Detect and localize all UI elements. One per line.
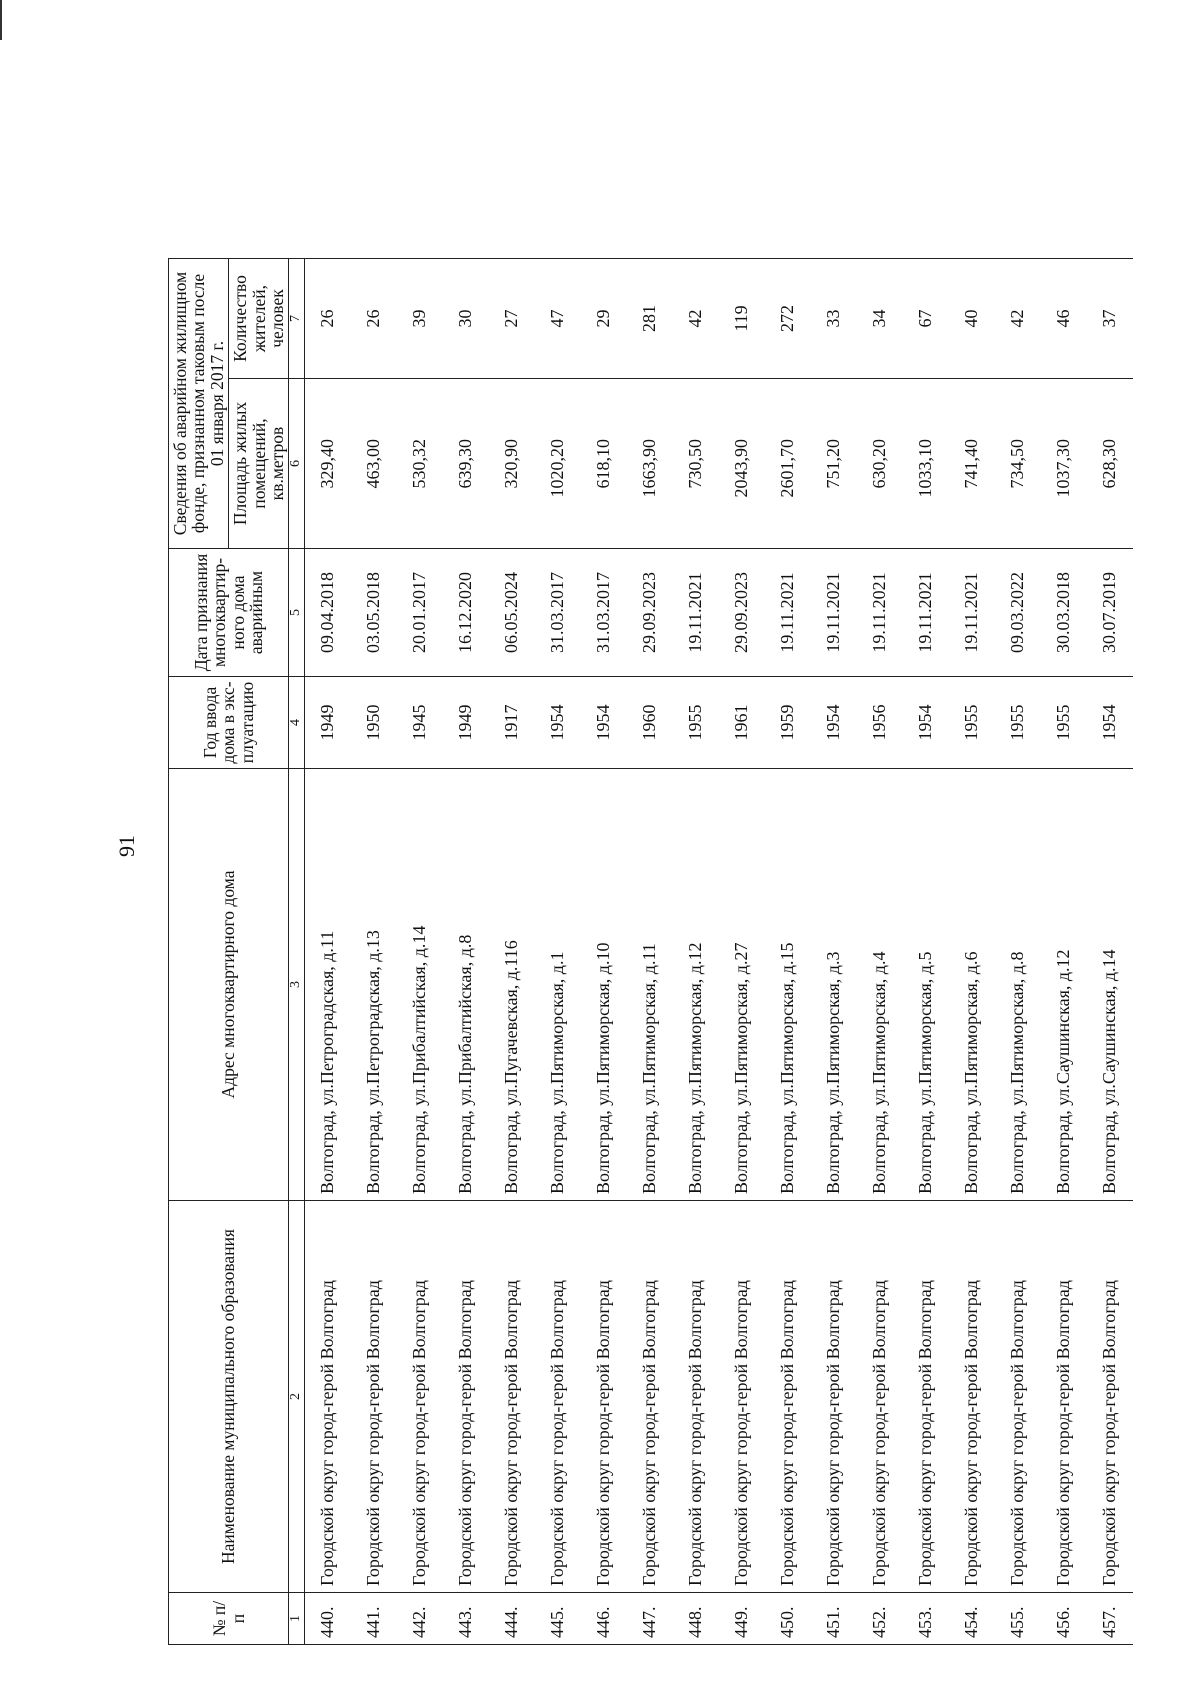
year-cell: 1954 (535, 677, 581, 769)
residents-cell: 272 (765, 259, 811, 379)
year-cell: 1917 (489, 677, 535, 769)
residents-cell: 40 (949, 259, 995, 379)
row-number: 451. (811, 1593, 857, 1645)
address-cell: Волгоград, ул.Пятиморская, д.8 (995, 769, 1041, 1201)
municipality-cell: Городской округ город-герой Волгоград (857, 1201, 903, 1593)
area-cell: 741,40 (949, 379, 995, 549)
year-cell: 1959 (765, 677, 811, 769)
residents-cell: 47 (535, 259, 581, 379)
row-number: 453. (903, 1593, 949, 1645)
table-row (489, 259, 535, 1645)
area-cell: 734,50 (995, 379, 1041, 549)
date-cell: 30.03.2018 (1041, 549, 1087, 677)
municipality-cell: Городской округ город-герой Волгоград (765, 1201, 811, 1593)
address-cell: Волгоград, ул.Пятиморская, д.3 (811, 769, 857, 1201)
municipality-cell: Городской округ город-герой Волгоград (627, 1201, 673, 1593)
residents-cell: 30 (443, 259, 489, 379)
residents-cell: 42 (673, 259, 719, 379)
residents-cell: 67 (903, 259, 949, 379)
address-cell: Волгоград, ул.Саушинская, д.14 (1087, 769, 1133, 1201)
area-cell: 1033,10 (903, 379, 949, 549)
year-cell: 1955 (1041, 677, 1087, 769)
date-cell: 29.09.2023 (719, 549, 765, 677)
area-cell: 1037,30 (1041, 379, 1087, 549)
residents-cell: 37 (1087, 259, 1133, 379)
date-cell: 19.11.2021 (949, 549, 995, 677)
residents-cell: 281 (627, 259, 673, 379)
residents-cell: 46 (1041, 259, 1087, 379)
table-row (811, 259, 857, 1645)
area-cell: 530,32 (397, 379, 443, 549)
address-cell: Волгоград, ул.Пятиморская, д.12 (673, 769, 719, 1201)
rotated-table-container (168, 15, 1200, 1645)
row-number: 456. (1041, 1593, 1087, 1645)
table-row (397, 259, 443, 1645)
date-cell: 30.07.2019 (1087, 549, 1133, 677)
header-address: Адрес многоквартирного дома (169, 769, 289, 1201)
municipality-cell: Городской округ город-герой Волгоград (351, 1201, 397, 1593)
year-cell: 1961 (719, 677, 765, 769)
year-cell: 1954 (903, 677, 949, 769)
year-cell: 1954 (811, 677, 857, 769)
column-number: 6 (289, 379, 305, 549)
residents-cell: 26 (351, 259, 397, 379)
date-cell: 20.01.2017 (397, 549, 443, 677)
municipality-cell: Городской округ город-герой Волгоград (949, 1201, 995, 1593)
address-cell: Волгоград, ул.Пятиморская, д.4 (857, 769, 903, 1201)
row-number: 450. (765, 1593, 811, 1645)
date-cell: 19.11.2021 (857, 549, 903, 677)
date-cell: 19.11.2021 (811, 549, 857, 677)
municipality-cell: Городской округ город-герой Волгоград (811, 1201, 857, 1593)
area-cell: 320,90 (489, 379, 535, 549)
municipality-cell: Городской округ город-герой Волгоград (581, 1201, 627, 1593)
table-row (581, 259, 627, 1645)
area-cell: 639,30 (443, 379, 489, 549)
column-number: 7 (289, 259, 305, 379)
header-area: Площадь жилых помещений, кв.метров (229, 379, 289, 549)
row-number: 452. (857, 1593, 903, 1645)
residents-cell: 29 (581, 259, 627, 379)
address-cell: Волгоград, ул.Петроградская, д.13 (351, 769, 397, 1201)
year-cell: 1954 (581, 677, 627, 769)
date-cell: 31.03.2017 (535, 549, 581, 677)
address-cell: Волгоград, ул.Пятиморская, д.6 (949, 769, 995, 1201)
year-cell: 1949 (304, 677, 351, 769)
table-row (627, 259, 673, 1645)
header-year: Год ввода дома в экс-плуатацию (169, 677, 289, 769)
header-group: Сведения об аварийном жилищном фонде, признанном таковым после 01 января 2017 г. (169, 259, 229, 549)
date-cell: 31.03.2017 (581, 549, 627, 677)
area-cell: 2043,90 (719, 379, 765, 549)
address-cell: Волгоград, ул.Пугачевская, д.116 (489, 769, 535, 1201)
table-row (949, 259, 995, 1645)
municipality-cell: Городской округ город-герой Волгоград (397, 1201, 443, 1593)
row-number: 446. (581, 1593, 627, 1645)
row-number: 442. (397, 1593, 443, 1645)
year-cell: 1960 (627, 677, 673, 769)
column-number: 4 (289, 677, 305, 769)
address-cell: Волгоград, ул.Пятиморская, д.11 (627, 769, 673, 1201)
row-number: 449. (719, 1593, 765, 1645)
municipality-cell: Городской округ город-герой Волгоград (673, 1201, 719, 1593)
row-number: 455. (995, 1593, 1041, 1645)
date-cell: 09.04.2018 (304, 549, 351, 677)
table-row (903, 259, 949, 1645)
municipality-cell: Городской округ город-герой Волгоград (995, 1201, 1041, 1593)
residents-cell: 33 (811, 259, 857, 379)
year-cell: 1955 (949, 677, 995, 769)
residents-cell: 26 (304, 259, 351, 379)
area-cell: 463,00 (351, 379, 397, 549)
header-municipality: Наименование муниципального образования (169, 1201, 289, 1593)
row-number: 447. (627, 1593, 673, 1645)
address-cell: Волгоград, ул.Прибалтийская, д.14 (397, 769, 443, 1201)
municipality-cell: Городской округ город-герой Волгоград (1041, 1201, 1087, 1593)
table-row (673, 259, 719, 1645)
table-row (304, 259, 351, 1645)
date-cell: 19.11.2021 (673, 549, 719, 677)
area-cell: 730,50 (673, 379, 719, 549)
area-cell: 618,10 (581, 379, 627, 549)
column-number: 1 (289, 1593, 305, 1645)
residents-cell: 39 (397, 259, 443, 379)
page-number: 91 (114, 835, 139, 857)
address-cell: Волгоград, ул.Пятиморская, д.27 (719, 769, 765, 1201)
address-cell: Волгоград, ул.Прибалтийская, д.8 (443, 769, 489, 1201)
row-number: 443. (443, 1593, 489, 1645)
address-cell: Волгоград, ул.Петроградская, д.11 (304, 769, 351, 1201)
date-cell: 16.12.2020 (443, 549, 489, 677)
municipality-cell: Городской округ город-герой Волгоград (489, 1201, 535, 1593)
municipality-cell: Городской округ город-герой Волгоград (535, 1201, 581, 1593)
municipality-cell: Городской округ город-герой Волгоград (1087, 1201, 1133, 1593)
emergency-housing-table (168, 258, 1133, 1645)
date-cell: 29.09.2023 (627, 549, 673, 677)
date-cell: 19.11.2021 (903, 549, 949, 677)
table-row (719, 259, 765, 1645)
row-number: 448. (673, 1593, 719, 1645)
column-number: 3 (289, 769, 305, 1201)
address-cell: Волгоград, ул.Саушинская, д.12 (1041, 769, 1087, 1201)
row-number: 440. (304, 1593, 351, 1645)
area-cell: 628,30 (1087, 379, 1133, 549)
residents-cell: 27 (489, 259, 535, 379)
table-row (857, 259, 903, 1645)
residents-cell: 42 (995, 259, 1041, 379)
row-number: 454. (949, 1593, 995, 1645)
year-cell: 1956 (857, 677, 903, 769)
year-cell: 1955 (673, 677, 719, 769)
table-row (443, 259, 489, 1645)
year-cell: 1955 (995, 677, 1041, 769)
table-row (351, 259, 397, 1645)
year-cell: 1945 (397, 677, 443, 769)
table-row (765, 259, 811, 1645)
header-date: Дата признания многоквартир-ного дома аварийным (169, 549, 289, 677)
year-cell: 1949 (443, 677, 489, 769)
table-row (535, 259, 581, 1645)
residents-cell: 34 (857, 259, 903, 379)
date-cell: 09.03.2022 (995, 549, 1041, 677)
column-number: 2 (289, 1201, 305, 1593)
area-cell: 1020,20 (535, 379, 581, 549)
municipality-cell: Городской округ город-герой Волгоград (443, 1201, 489, 1593)
table-row (1041, 259, 1087, 1645)
header-num: № п/п (169, 1593, 289, 1645)
area-cell: 751,20 (811, 379, 857, 549)
date-cell: 06.05.2024 (489, 549, 535, 677)
year-cell: 1954 (1087, 677, 1133, 769)
scan-edge-mark (0, 0, 2, 40)
row-number: 445. (535, 1593, 581, 1645)
municipality-cell: Городской округ город-герой Волгоград (304, 1201, 351, 1593)
date-cell: 19.11.2021 (765, 549, 811, 677)
column-number: 5 (289, 549, 305, 677)
date-cell: 03.05.2018 (351, 549, 397, 677)
year-cell: 1950 (351, 677, 397, 769)
area-cell: 630,20 (857, 379, 903, 549)
residents-cell: 119 (719, 259, 765, 379)
row-number: 444. (489, 1593, 535, 1645)
address-cell: Волгоград, ул.Пятиморская, д.1 (535, 769, 581, 1201)
area-cell: 1663,90 (627, 379, 673, 549)
row-number: 457. (1087, 1593, 1133, 1645)
municipality-cell: Городской округ город-герой Волгоград (903, 1201, 949, 1593)
address-cell: Волгоград, ул.Пятиморская, д.10 (581, 769, 627, 1201)
table-row (1087, 259, 1133, 1645)
address-cell: Волгоград, ул.Пятиморская, д.5 (903, 769, 949, 1201)
row-number: 441. (351, 1593, 397, 1645)
area-cell: 329,40 (304, 379, 351, 549)
address-cell: Волгоград, ул.Пятиморская, д.15 (765, 769, 811, 1201)
header-residents: Количество жителей, человек (229, 259, 289, 379)
municipality-cell: Городской округ город-герой Волгоград (719, 1201, 765, 1593)
table-row (995, 259, 1041, 1645)
area-cell: 2601,70 (765, 379, 811, 549)
